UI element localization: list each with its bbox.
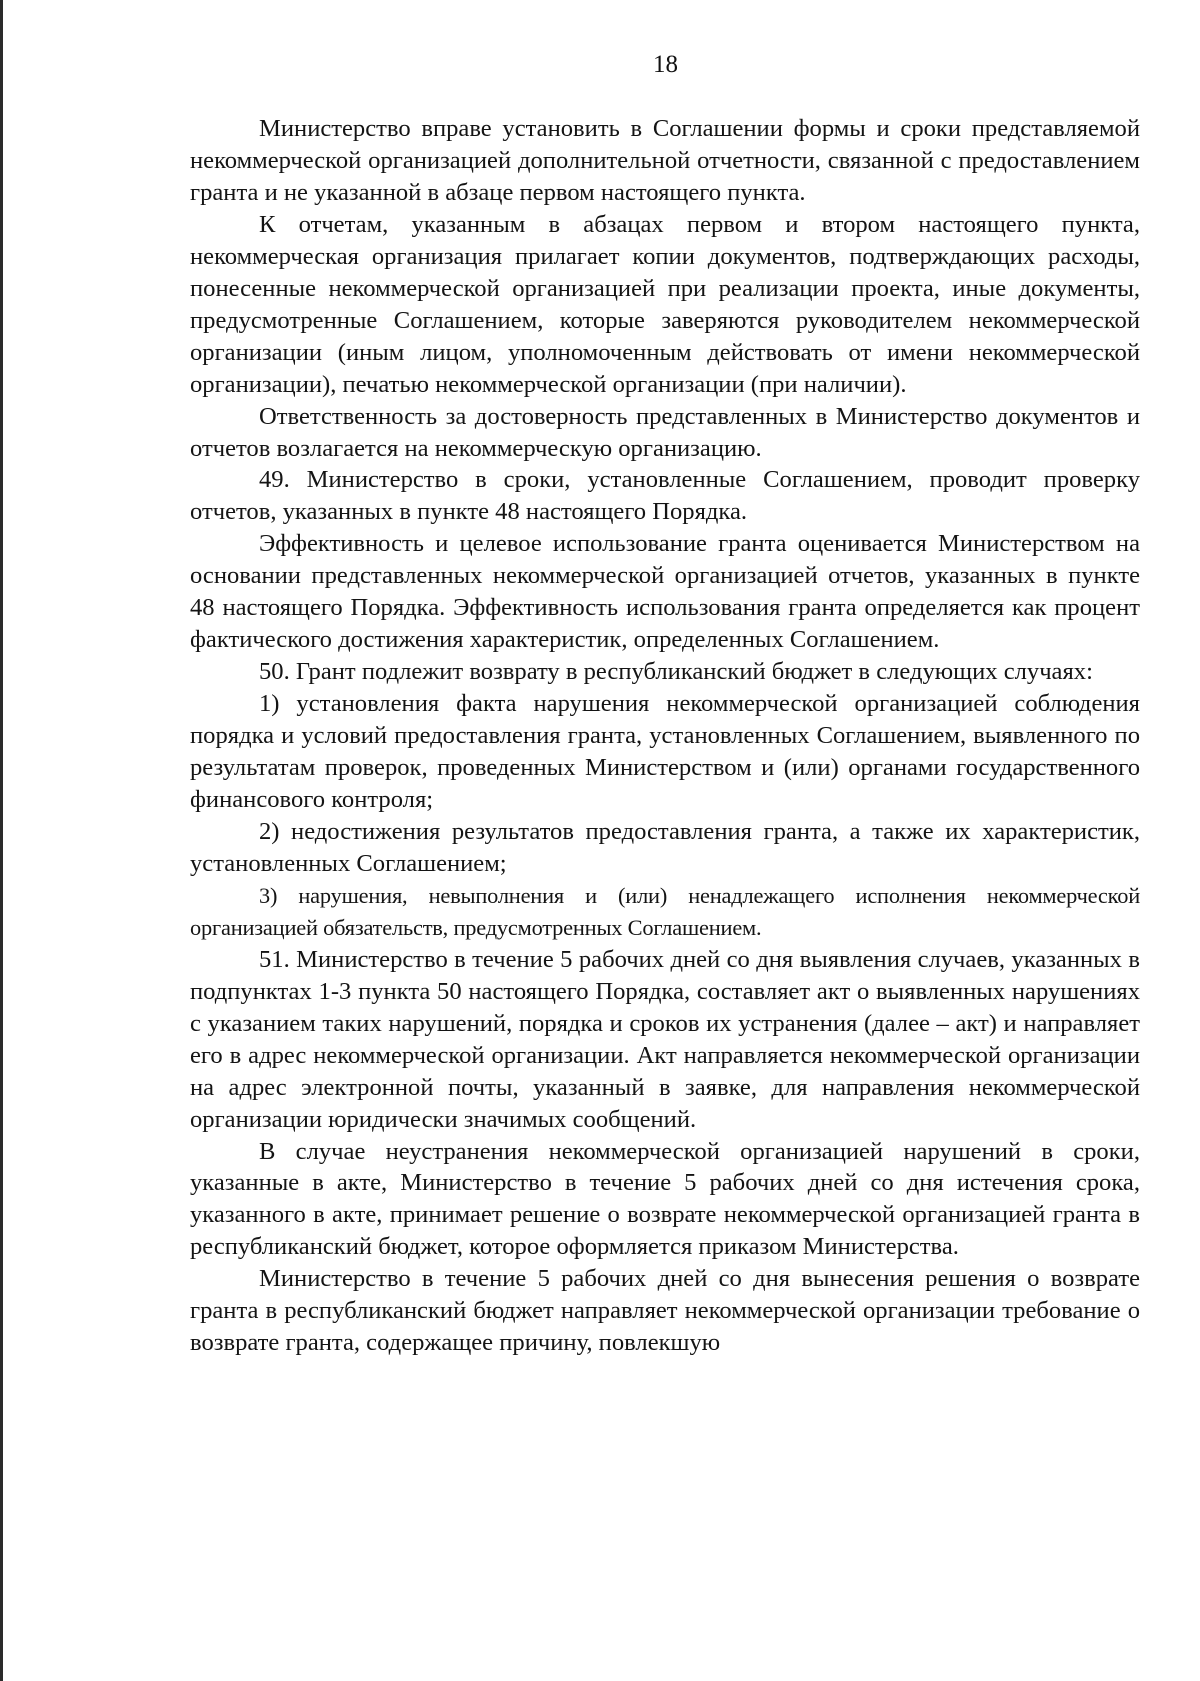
page-number: 18	[653, 51, 678, 78]
paragraph-non-elimination: В случае неустранения некоммерческой организацией нарушений в сроки, указанные в акте, Министерство в течение 5 рабочих дней со дня истечения срока, указанного в акте, принимает решение о возврате некоммерческой организацией гранта в республиканский бюджет, которое оформляется приказом Министерства.	[190, 1137, 1140, 1261]
document-body	[190, 113, 1140, 1359]
list-item-3: 3) нарушения, невыполнения и (или) ненадлежащего исполнения некоммерческой организацией обязательств, предусмотренных Соглашением.	[190, 882, 1140, 940]
paragraph-additional-reporting: Министерство вправе установить в Соглашении формы и сроки представляемой некоммерческой организацией дополнительной отчетности, связанной с предоставлением гранта и не указанной в абзаце первом настоящего пункта.	[190, 115, 1140, 206]
list-item-2: 2) недостижения результатов предоставления гранта, а также их характеристик, установленных Соглашением;	[190, 817, 1140, 877]
paragraph-clause-49: 49. Министерство в сроки, установленные Соглашением, проводит проверку отчетов, указанных в пункте 48 настоящего Порядка.	[190, 466, 1140, 526]
list-item-1: 1) установления факта нарушения некоммерческой организацией соблюдения порядка и условий предоставления гранта, установленных Соглашением, выявленного по результатам проверок, проведенных Министерством и (или) органами государственного финансового контроля;	[190, 690, 1140, 814]
paragraph-clause-51: 51. Министерство в течение 5 рабочих дней со дня выявления случаев, указанных в подпунктах 1-3 пункта 50 настоящего Порядка, составляет акт о выявленных нарушениях с указанием таких нарушений, порядка и сроков их устранения (далее – акт) и направляет его в адрес некоммерческой организации. Акт направляется некоммерческой организации на адрес электронной почты, указанный в заявке, для направления некоммерческой организации юридически значимых сообщений.	[190, 945, 1140, 1133]
paragraph-responsibility: Ответственность за достоверность представленных в Министерство документов и отчетов возлагается на некоммерческую организацию.	[190, 402, 1140, 462]
paragraph-clause-50: 50. Грант подлежит возврату в республиканский бюджет в следующих случаях:	[259, 658, 1093, 686]
scan-edge-line	[0, 0, 3, 1681]
paragraph-effectiveness: Эффективность и целевое использование гранта оценивается Министерством на основании представленных некоммерческой организацией отчетов, указанных в пункте 48 настоящего Порядка. Эффективность использования гранта определяется как процент фактического достижения характеристик, определенных Соглашением.	[190, 530, 1140, 654]
paragraph-return-requirement: Министерство в течение 5 рабочих дней со дня вынесения решения о возврате гранта в республиканский бюджет направляет некоммерческой организации требование о возврате гранта, содержащее причину, повлекшую	[190, 1265, 1140, 1357]
paragraph-report-attachments: К отчетам, указанным в абзацах первом и втором настоящего пункта, некоммерческая организация прилагает копии документов, подтверждающих расходы, понесенные некоммерческой организацией при реализации проекта, иные документы, предусмотренные Соглашением, которые заверяются руководителем некоммерческой организации (иным лицом, уполномоченным действовать от имени некоммерческой организации), печатью некоммерческой организации (при наличии).	[190, 210, 1140, 398]
